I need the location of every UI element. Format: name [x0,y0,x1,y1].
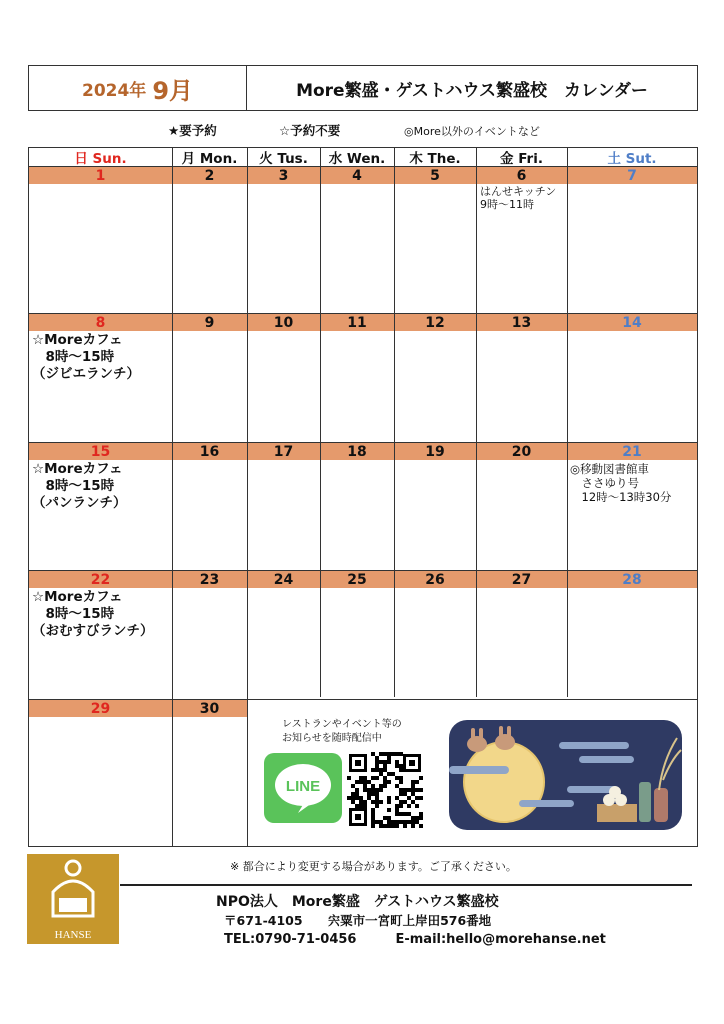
day-21: 21 [622,443,642,460]
contact: TEL:0790-71-0456 E-mail:hello@morehanse.net [224,932,606,947]
day-10: 10 [273,314,294,331]
event-sep22: ☆Moreカフェ 8時～15時 （おむすびランチ） [32,589,154,639]
month-title-box [28,65,247,111]
day-5: 5 [430,167,440,184]
legend-no-reserve: ☆予約不要 [279,123,341,138]
legend-other: ◎More以外のイベントなど [404,125,540,138]
weekday-sun: 日 Sun. [74,151,127,167]
day-12: 12 [425,314,445,331]
line-icon[interactable] [264,753,342,823]
grid-divider [247,148,248,846]
hanse-logo [27,854,119,944]
change-notice: ※ 都合により変更する場合があります。ご了承ください。 [230,860,517,873]
day-23: 23 [199,571,220,588]
line-label: LINE [285,778,321,795]
day-26: 26 [425,571,445,588]
day-13: 13 [511,314,532,331]
qr-code-icon[interactable] [347,752,423,828]
day-25: 25 [347,571,367,588]
day-9: 9 [204,314,215,331]
grid-divider [394,148,395,697]
weekday-fri: 金 Fri. [500,151,543,167]
moon-rabbit-illustration [449,720,682,830]
weekday-thu: 木 The. [409,151,461,167]
day-28: 28 [622,571,642,588]
day-22: 22 [90,571,111,588]
address: 〒671-4105 宍粟市一宮町上岸田576番地 [224,913,492,928]
weekday-mon: 月 Mon. [181,151,238,167]
event-sep15: ☆Moreカフェ 8時～15時 （パンランチ） [32,461,127,511]
calendar-heading-box [246,65,698,111]
day-27: 27 [511,571,532,588]
weekday-wed: 水 Wen. [328,151,386,167]
day-18: 18 [347,443,367,460]
day-8: 8 [95,314,106,331]
event-sep8: ☆Moreカフェ 8時～15時 （ジビエランチ） [32,332,140,382]
footer-divider [120,884,692,886]
calendar-heading: More繁盛・ゲストハウス繁盛校 カレンダー [296,80,648,101]
grid-divider [567,148,568,697]
grid-divider [172,148,173,846]
day-3: 3 [278,167,289,184]
day-11: 11 [347,314,367,331]
event-sep6: はんせキッチン 9時～11時 [480,185,557,211]
grid-divider [476,148,477,697]
day-4: 4 [352,167,362,184]
day-14: 14 [622,314,642,331]
day-19: 19 [425,443,445,460]
day-17: 17 [273,443,294,460]
notice-text: レストランやイベント等の お知らせを随時配信中 [282,719,402,744]
day-20: 20 [511,443,532,460]
day-6: 6 [516,167,527,184]
day-1: 1 [95,167,106,184]
weekday-tue: 火 Tus. [259,151,308,167]
year-label: 2024年 [81,80,147,101]
org-name: NPO法人 More繁盛 ゲストハウス繁盛校 [216,894,499,910]
month-label: 9月 [152,76,194,105]
day-29: 29 [90,700,111,717]
day-2: 2 [204,167,215,184]
day-30: 30 [199,700,220,717]
legend-reserve: ★要予約 [168,123,217,138]
grid-divider [320,148,321,697]
day-24: 24 [273,571,294,588]
hanse-logo-text: HANSE [54,929,92,941]
day-15: 15 [90,443,111,460]
day-16: 16 [199,443,220,460]
weekday-sat: 土 Sut. [607,151,657,167]
event-sep21: ◎移動図書館車 ささゆり号 12時～13時30分 [570,462,672,504]
day-7: 7 [627,167,637,184]
